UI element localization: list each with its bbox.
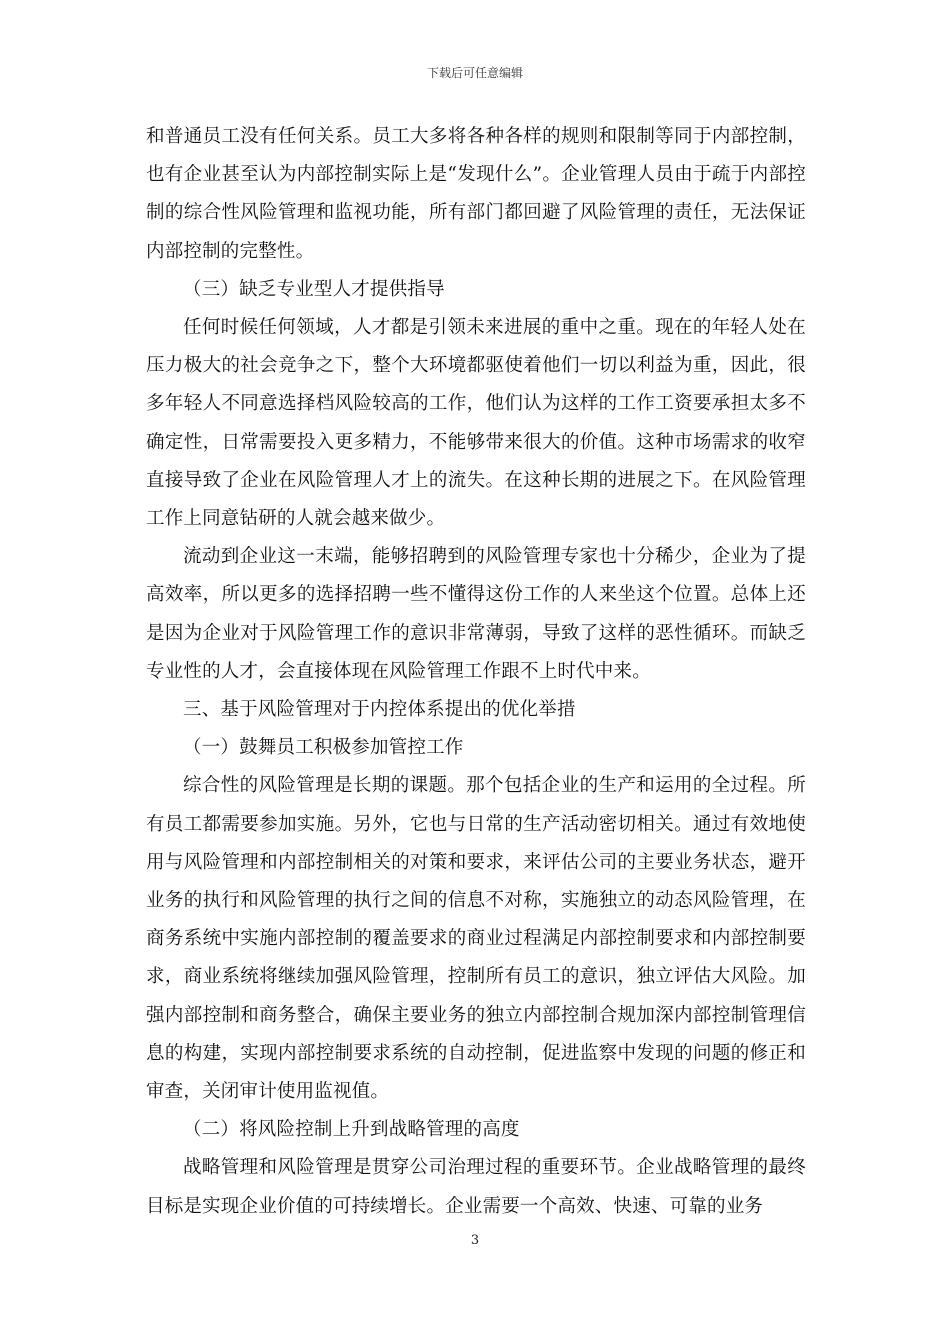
page-header: 下载后可任意编辑 (426, 66, 523, 80)
document-body (146, 118, 806, 1226)
paragraph: 战略管理和风险管理是贯穿公司治理过程的重要环节。企业战略管理的最终目标是实现企业价值的可持续增长。企业需要一个高效、快速、可靠的业务 (146, 1157, 806, 1217)
section-subheading: （三）缺乏专业型人才提供指导 (183, 278, 445, 300)
paragraph: 流动到企业这一末端，能够招聘到的风险管理专家也十分稀少，企业为了提高效率，所以更多的选择招聘一些不懂得这份工作的人来坐这个位置。总体上还是因为企业对于风险管理工作的意识非常薄弱，导致了这样的恶性循环。而缺乏专业性的人才，会直接体现在风险管理工作跟不上时代中来。 (146, 546, 806, 682)
page-number: 3 (470, 1233, 480, 1248)
section-subheading: （一）鼓舞员工积极参加管控工作 (183, 737, 464, 759)
paragraph: 综合性的风险管理是长期的课题。那个包括企业的生产和运用的全过程。所有员工都需要参加实施。另外，它也与日常的生产活动密切相关。通过有效地使用与风险管理和内部控制相关的对策和要求，来评估公司的主要业务状态，避开业务的执行和风险管理的执行之间的信息不对称，实施独立的动态风险管理，在商务系统中实施内部控制的覆盖要求的商业过程满足内部控制要求和内部控制要求，商业系统将继续加强风险管理，控制所有员工的意识，独立评估大风险。加强内部控制和商务整合，确保主要业务的独立内部控制合规加深内部控制管理信息的构建，实现内部控制要求系统的自动控制，促进监察中发现的问题的修正和审查，关闭审计使用监视值。 (146, 775, 806, 1103)
paragraph: 和普通员工没有任何关系。员工大多将各种各样的规则和限制等同于内部控制，也有企业甚至认为内部控制实际上是“发现什么”。企业管理人员由于疏于内部控制的综合性风险管理和监视功能，所有部门都回避了风险管理的责任，无法保证内部控制的完整性。 (146, 126, 806, 262)
paragraph: 任何时候任何领域，人才都是引领未来进展的重中之重。现在的年轻人处在压力极大的社会竞争之下，整个大环境都驱使着他们一切以利益为重，因此，很多年轻人不同意选择档风险较高的工作，他们认为这样的工作工资要承担太多不确定性，日常需要投入更多精力，不能够带来很大的价值。这种市场需求的收窄直接导致了企业在风险管理人才上的流失。在这种长期的进展之下。在风险管理工作上同意钻研的人就会越来做少。 (146, 317, 806, 530)
section-subheading: （二）将风险控制上升到战略管理的高度 (183, 1119, 520, 1141)
section-heading: 三、基于风险管理对于内控体系提出的优化举措 (183, 699, 576, 721)
